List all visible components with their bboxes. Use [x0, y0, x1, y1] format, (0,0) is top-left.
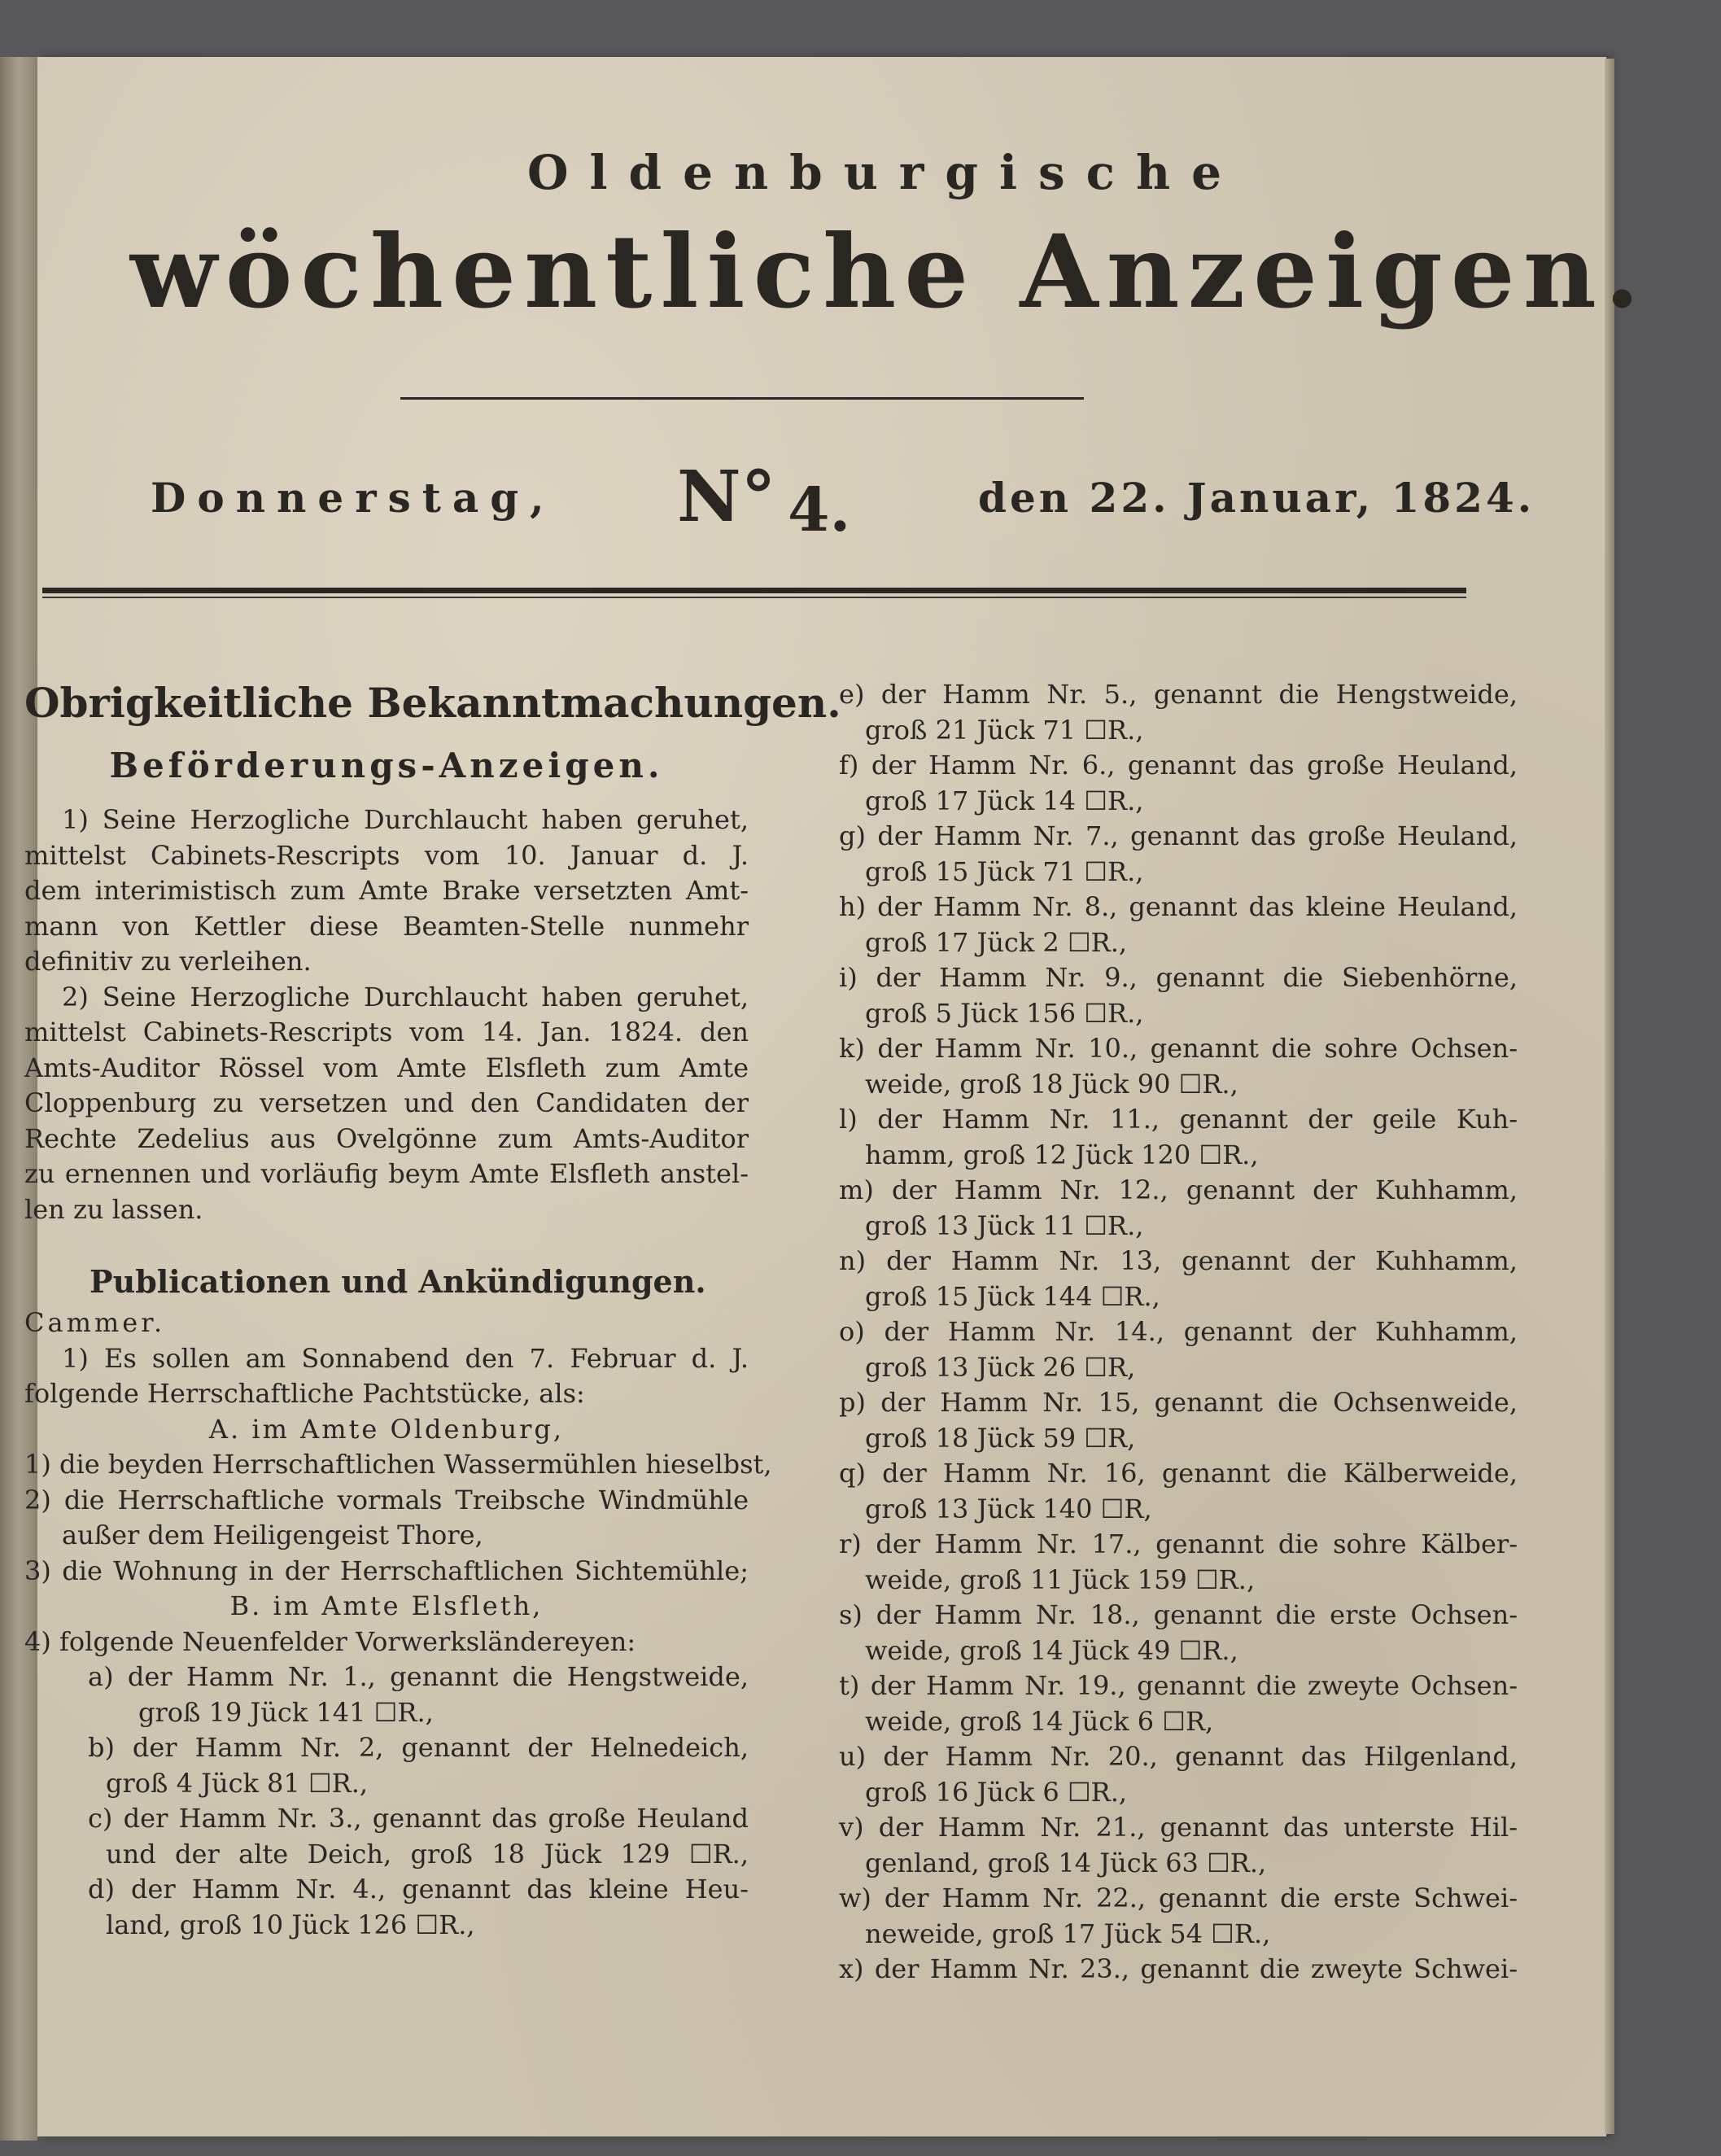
hamm-item-line: und der alte Deich, groß 18 Jück 129 ☐R.,: [106, 1838, 749, 1870]
hamm-item-line: weide, groß 14 Jück 49 ☐R.,: [865, 1634, 1238, 1666]
issue-number: 4.: [788, 475, 851, 545]
text-line: Cloppenburg zu versetzen und den Candidaten der: [24, 1087, 749, 1118]
hamm-item-line: d) der Hamm Nr. 4., genannt das kleine Heu-: [88, 1874, 749, 1905]
hamm-item-line: neweide, groß 17 Jück 54 ☐R.,: [865, 1918, 1271, 1949]
hamm-item-line: o) der Hamm Nr. 14., genannt der Kuhhamm,: [839, 1316, 1518, 1347]
hamm-item-line: i) der Hamm Nr. 9., genannt die Siebenhörne,: [839, 962, 1518, 993]
masthead-rule: [400, 397, 1084, 400]
text-line: 3) die Wohnung in der Herrschaftlichen Sichtemühle;: [24, 1555, 749, 1586]
text-line: zu ernennen und vorläufig beym Amte Elsfleth anstel-: [24, 1158, 749, 1189]
hamm-item-line: groß 16 Jück 6 ☐R.,: [865, 1776, 1128, 1808]
hamm-item-line: groß 19 Jück 141 ☐R.,: [138, 1696, 434, 1728]
page-edge: [1605, 59, 1614, 2134]
hamm-item-line: w) der Hamm Nr. 22., genannt die erste Schwei-: [839, 1883, 1518, 1913]
hamm-item-line: f) der Hamm Nr. 6., genannt das große Heuland,: [839, 750, 1518, 781]
spacer: [24, 729, 749, 742]
text-line: außer dem Heiligengeist Thore,: [62, 1520, 483, 1550]
hamm-item-line: h) der Hamm Nr. 8., genannt das kleine Heuland,: [839, 891, 1518, 922]
masthead-line-1: Oldenburgische: [526, 145, 1243, 200]
hamm-item-line: groß 15 Jück 71 ☐R.,: [865, 855, 1144, 887]
hamm-item-line: t) der Hamm Nr. 19., genannt die zweyte Ochsen-: [839, 1670, 1518, 1701]
hamm-item-line: k) der Hamm Nr. 10., genannt die sohre Ochsen-: [839, 1033, 1518, 1064]
hamm-item-line: genland, groß 14 Jück 63 ☐R.,: [865, 1847, 1267, 1878]
hamm-item-line: weide, groß 14 Jück 6 ☐R,: [865, 1705, 1214, 1737]
hamm-item-line: s) der Hamm Nr. 18., genannt die erste Ochsen-: [839, 1599, 1518, 1630]
hamm-item-line: l) der Hamm Nr. 11., genannt der geile Kuh-: [839, 1104, 1518, 1135]
text-line: definitiv zu verleihen.: [24, 946, 312, 977]
text-line: dem interimistisch zum Amte Brake versetzten Amt-: [24, 875, 749, 906]
hamm-item-line: land, groß 10 Jück 126 ☐R.,: [106, 1909, 475, 1940]
hamm-item-line: n) der Hamm Nr. 13, genannt der Kuhhamm,: [839, 1245, 1518, 1276]
subsection-heading: Beförderungs-Anzeigen.: [109, 746, 664, 785]
spacer: [24, 1227, 749, 1258]
cammer-label: Cammer.: [24, 1307, 166, 1338]
hamm-item-line: b) der Hamm Nr. 2, genannt der Helnedeich,: [88, 1732, 749, 1763]
text-line: mann von Kettler diese Beamten-Stelle nunmehr: [24, 910, 749, 942]
spacer: [24, 789, 749, 802]
hamm-item-line: m) der Hamm Nr. 12., genannt der Kuhhamm,: [839, 1174, 1518, 1205]
hamm-item-line: groß 13 Jück 11 ☐R.,: [865, 1209, 1144, 1241]
hamm-item-line: a) der Hamm Nr. 1., genannt die Hengstweide,: [88, 1661, 749, 1692]
hamm-item-line: groß 5 Jück 156 ☐R.,: [865, 997, 1144, 1029]
right-column: [802, 677, 1518, 1988]
masthead-line-2: wöchentliche Anzeigen.: [129, 213, 1649, 331]
hamm-item-line: groß 4 Jück 81 ☐R.,: [106, 1767, 369, 1799]
section-heading: Obrigkeitliche Bekanntmachungen.: [24, 679, 841, 727]
text-line: mittelst Cabinets-Rescripts vom 14. Jan. 1824. den: [24, 1017, 749, 1047]
text-line: 1) Seine Herzogliche Durchlaucht haben geruhet,: [62, 804, 749, 835]
hamm-item-line: weide, groß 11 Jück 159 ☐R.,: [865, 1563, 1256, 1595]
text-line: 1) Es sollen am Sonnabend den 7. Februar d. J.: [62, 1342, 749, 1374]
hamm-item-line: e) der Hamm Nr. 5., genannt die Hengstweide,: [839, 679, 1518, 710]
amt-oldenburg-heading: A. im Amte Oldenburg,: [208, 1413, 565, 1445]
left-column: [24, 677, 841, 1943]
hamm-item-line: groß 13 Jück 26 ☐R,: [865, 1351, 1136, 1383]
hamm-item-line: groß 13 Jück 140 ☐R,: [865, 1493, 1152, 1524]
hamm-item-line: g) der Hamm Nr. 7., genannt das große Heuland,: [839, 820, 1518, 851]
hamm-item-line: groß 15 Jück 144 ☐R.,: [865, 1280, 1160, 1312]
text-line: 2) Seine Herzogliche Durchlaucht haben geruhet,: [62, 981, 749, 1012]
hamm-item-line: groß 18 Jück 59 ☐R,: [865, 1422, 1136, 1454]
hamm-item-line: weide, groß 18 Jück 90 ☐R.,: [865, 1068, 1238, 1100]
issue-date: den 22. Januar, 1824.: [978, 474, 1535, 522]
hamm-item-line: r) der Hamm Nr. 17., genannt die sohre Kälber-: [839, 1528, 1518, 1559]
header-rule-thick: [42, 588, 1466, 593]
header-rule-thin: [42, 597, 1466, 598]
hamm-item-line: u) der Hamm Nr. 20., genannt das Hilgenland,: [839, 1741, 1518, 1772]
hamm-item-line: q) der Hamm Nr. 16, genannt die Kälberweide,: [839, 1458, 1518, 1489]
publications-heading: Publicationen und Ankündigungen.: [90, 1263, 706, 1300]
text-line: Amts-Auditor Rössel vom Amte Elsfleth zum Amte: [24, 1052, 749, 1083]
hamm-item-line: p) der Hamm Nr. 15, genannt die Ochsenweide,: [839, 1387, 1518, 1418]
hamm-item-line: v) der Hamm Nr. 21., genannt das unterste Hil-: [839, 1812, 1518, 1843]
amt-elsfleth-heading: B. im Amte Elsfleth,: [229, 1590, 544, 1621]
text-line: len zu lassen.: [24, 1193, 203, 1225]
text-line: 1) die beyden Herrschaftlichen Wassermühlen hieselbst,: [24, 1449, 772, 1480]
hamm-item-line: c) der Hamm Nr. 3., genannt das große Heuland: [88, 1803, 749, 1834]
hamm-item-line: groß 17 Jück 2 ☐R.,: [865, 926, 1128, 958]
hamm-item-line: groß 17 Jück 14 ☐R.,: [865, 785, 1144, 816]
text-line: 2) die Herrschaftliche vormals Treibsche Windmühle: [24, 1484, 749, 1515]
hamm-item-line: groß 21 Jück 71 ☐R.,: [865, 714, 1144, 746]
text-line: 4) folgende Neuenfelder Vorwerksländereyen:: [24, 1625, 636, 1657]
hamm-item-line: x) der Hamm Nr. 23., genannt die zweyte Schwei-: [839, 1953, 1518, 1984]
hamm-item-line: hamm, groß 12 Jück 120 ☐R.,: [865, 1139, 1259, 1170]
issue-day: Donnerstag,: [151, 474, 556, 522]
text-line: mittelst Cabinets-Rescripts vom 10. Januar d. J.: [24, 839, 749, 871]
issue-number-label: N°: [677, 456, 776, 538]
text-line: Rechte Zedelius aus Ovelgönne zum Amts-Auditor: [24, 1122, 749, 1154]
text-line: folgende Herrschaftliche Pachtstücke, als:: [24, 1378, 585, 1409]
